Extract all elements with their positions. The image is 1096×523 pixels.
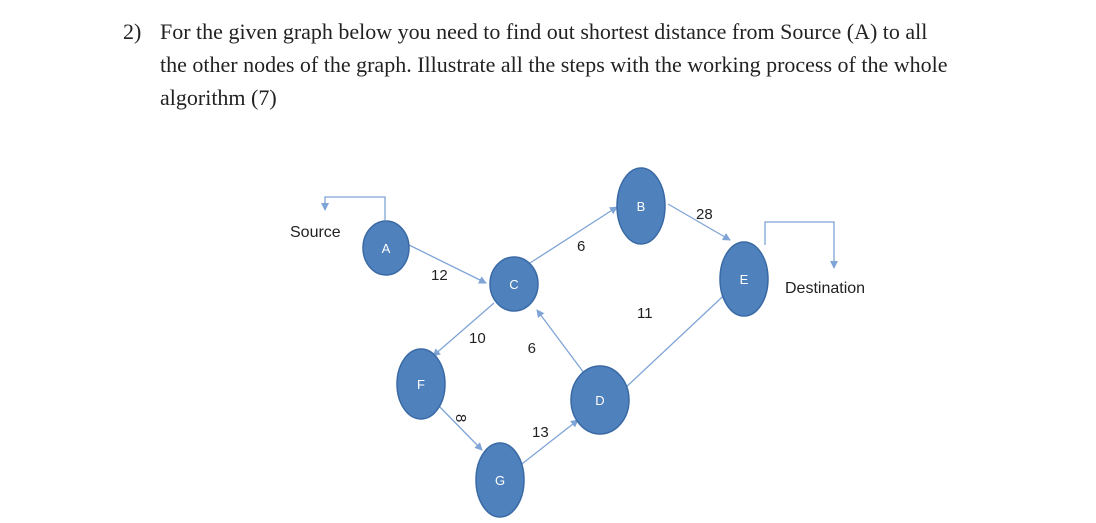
node-b-label: B [636, 199, 646, 214]
edge-f-g [435, 402, 482, 450]
node-c-label: C [509, 277, 519, 292]
destination-loop-arrow [765, 222, 834, 268]
node-d [571, 366, 629, 434]
edge-d-e [623, 285, 735, 390]
node-g-label: G [494, 473, 506, 488]
question-line-1: For the given graph below you need to find out shortest distance from Source (A) to all [160, 19, 928, 44]
question-number: 2) [123, 19, 142, 44]
edge-c-b [530, 207, 617, 263]
node-g [476, 443, 524, 517]
weight-d-c: 9 [527, 339, 536, 356]
destination-label: Destination [785, 280, 866, 297]
node-a-label: A [381, 241, 391, 256]
weight-g-d: 13 [532, 424, 549, 441]
node-b [617, 168, 665, 244]
source-label: Source [290, 224, 341, 241]
node-e [720, 242, 768, 316]
node-d-label: D [595, 393, 605, 408]
weight-f-g: 8 [452, 414, 469, 423]
question-line-3: algorithm (7) [160, 85, 277, 110]
node-a [363, 221, 409, 275]
weight-b-e: 28 [696, 206, 713, 223]
node-f [397, 349, 445, 419]
node-c [490, 257, 538, 311]
edge-d-c [537, 310, 584, 373]
question-line-2: the other nodes of the graph. Illustrate all the steps with the working process of the whole [160, 52, 948, 77]
source-loop-arrow [325, 197, 385, 220]
node-e-label: E [739, 272, 749, 287]
weight-a-c: 12 [431, 267, 448, 284]
weight-c-f: 10 [469, 330, 486, 347]
weight-c-b: 6 [577, 238, 586, 255]
weight-d-e: 11 [637, 305, 653, 322]
node-f-label: F [417, 377, 425, 392]
